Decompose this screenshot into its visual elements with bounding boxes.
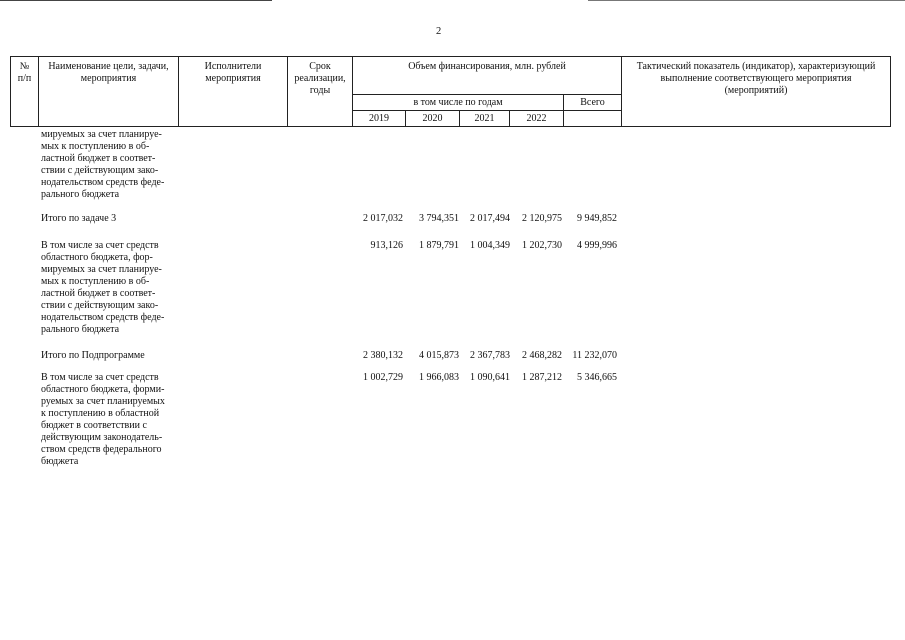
header-executors: Исполнители мероприятия: [204, 61, 262, 84]
header-name: Наименование цели, задачи, мероприятия: [48, 61, 169, 84]
row-subprogram-total-label: Итого по Подпрограмме: [41, 350, 145, 361]
row-task3-total-label: Итого по задаче 3: [41, 213, 117, 224]
header-years-group: в том числе по годам: [413, 97, 503, 108]
row-subprogram-2019: 2 380,132: [363, 350, 403, 361]
header-year-2020: 2020: [422, 113, 443, 124]
row-task3-regional-2022: 1 202,730: [522, 240, 562, 251]
header-total: Всего: [580, 97, 605, 108]
row-subprogram-regional-total: 5 346,665: [577, 372, 617, 383]
row-task3-total: 9 949,852: [577, 213, 617, 224]
row-subprogram-2022: 2 468,282: [522, 350, 562, 361]
header-year-2021: 2021: [474, 113, 495, 124]
row-task3-2021: 2 017,494: [470, 213, 510, 224]
row-subprogram-2020: 4 015,873: [419, 350, 459, 361]
row-subprogram-regional-2021: 1 090,641: [470, 372, 510, 383]
header-num: № п/п: [17, 61, 32, 84]
header-financing: Объем финансирования, млн. рублей: [408, 61, 566, 72]
row-task3-2020: 3 794,351: [419, 213, 459, 224]
row-subprogram-regional-2022: 1 287,212: [522, 372, 562, 383]
row-subprogram-regional-2020: 1 966,083: [419, 372, 459, 383]
row-task3-regional-total: 4 999,996: [577, 240, 617, 251]
header-year-2022: 2022: [526, 113, 547, 124]
top-rule-right: [588, 0, 905, 1]
row-task3-2022: 2 120,975: [522, 213, 562, 224]
header-indicator: Тактический показатель (индикатор), характеризующий выполнение соответствующего мероприятия (мероприятий): [636, 61, 876, 96]
row-task3-regional-2021: 1 004,349: [470, 240, 510, 251]
row-subprogram-total: 11 232,070: [572, 350, 617, 361]
top-rule-left: [0, 0, 272, 1]
row-task3-regional-2020: 1 879,791: [419, 240, 459, 251]
page-number: 2: [436, 26, 442, 37]
row-task3-regional-label: В том числе за счет средств областного бюджета, фор- мируемых за счет планируе- мых к поступлению в об- ластной бюджет в соответ- ствии с действующим зако- нодательством средств феде- рального бюджета: [41, 240, 165, 335]
row-subprogram-2021: 2 367,783: [470, 350, 510, 361]
row-subprogram-regional-2019: 1 002,729: [363, 372, 403, 383]
row-task3-regional-2019: 913,126: [370, 240, 403, 251]
row-task3-2019: 2 017,032: [363, 213, 403, 224]
header-term: Срок реализации, годы: [294, 61, 346, 96]
row-subprogram-regional-label: В том числе за счет средств областного бюджета, форми- руемых за счет планируемых к поступлению в областной бюджет в соответствии с действующим законодатель- ством средств федерального бюджета: [41, 372, 165, 467]
header-year-2019: 2019: [369, 113, 389, 124]
row-continuation-label: мируемых за счет планируе- мых к поступлению в об- ластной бюджет в соответ- ствии с действующим зако- нодательством средств феде- рального бюджета: [41, 129, 165, 200]
